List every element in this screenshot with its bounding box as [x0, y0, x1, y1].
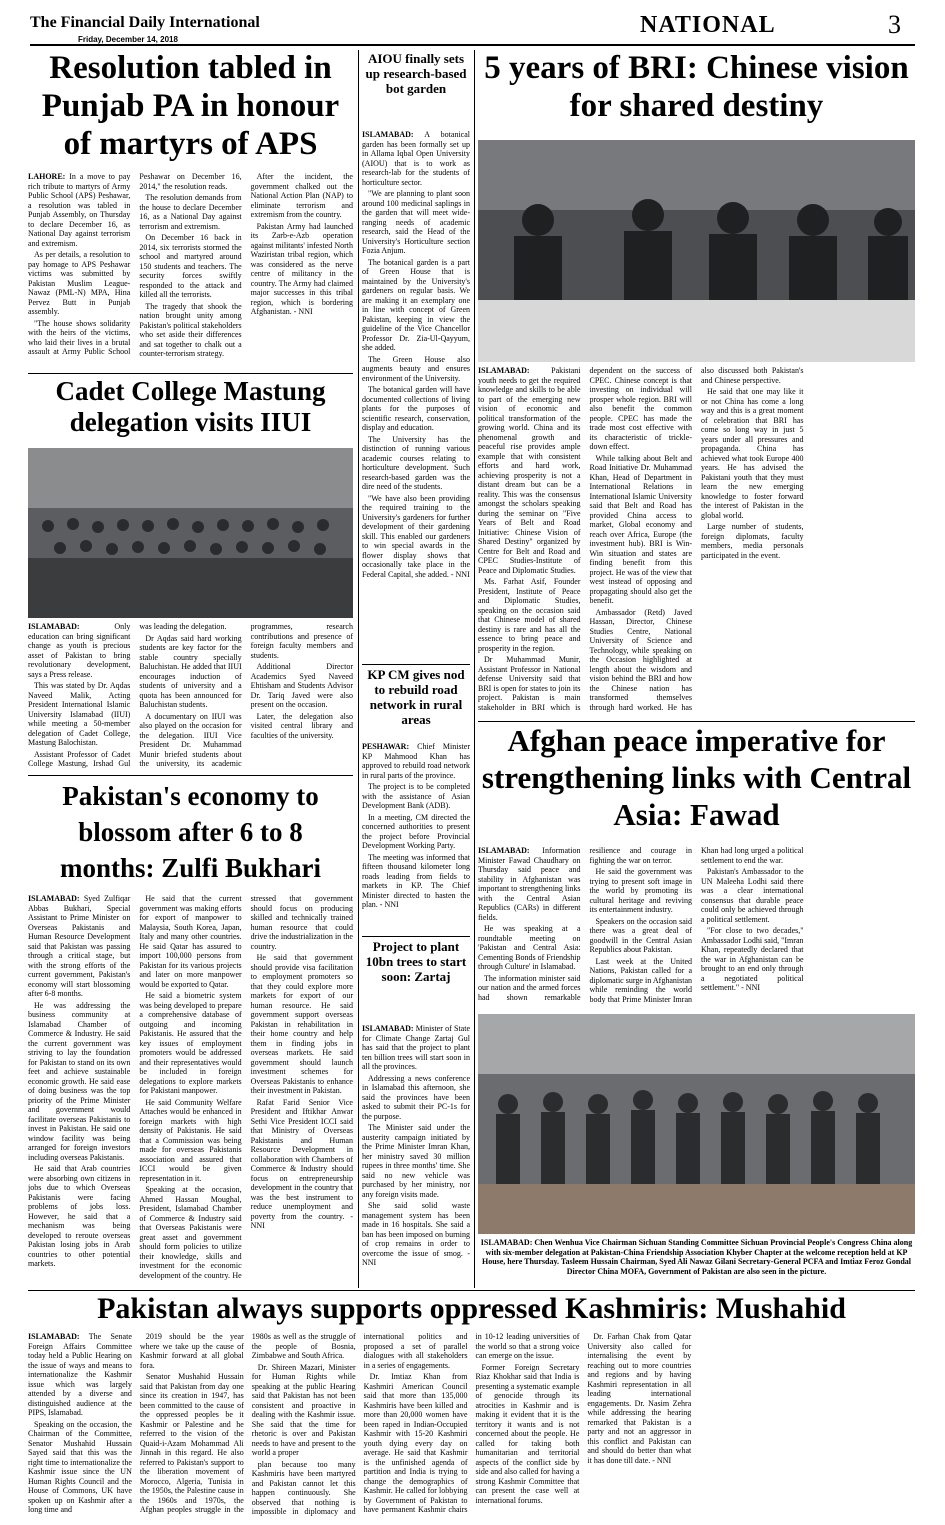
headline-afghan: Afghan peace imperative for strengthening links with Central Asia: Fawad — [481, 723, 912, 832]
section-title: NATIONAL — [640, 12, 776, 38]
article-bri-body: ISLAMABAD: Pakistani youth needs to get the required knowledge and skills to be able to part of the emerging new vision of economic and political transformation of the growing world. China and its phenomenal growth and peaceful rise provides ample example that with consistent efforts and hard work, achieving prosperity is not a distant dream but can be a reality. This was the consensus amongst the scholars speaking during the seminar on "Five Years of Belt and Road Initiative: Chinese Vision of Shared Destiny" organized by Centre for Belt and Road and CPEC Studies-Institute of Peace and Diplomatic Studies. Ms. Farhat Asif, Founder President, Institute of Peace and Diplomatic Studies, speaking on the occasion said that Chinese model of shared destiny is rare and has all the essence to bring peace and prosperity in the region. Dr Muhammad Munir, Assistant Professor in National defense University said that BRI is open for states to join its project. Pakistan is main stakeholder in BRI which is dependent on the success of CPEC. Chinese concept is that investing on individual will prosper whole region. BRI will also benefit the common people. CPEC has made the trade most cost effective with its characteristic of trickle-down effect. While talking about Belt and Road Initiative Dr. Muhammad Khan, Head of Department in International Relations in International Islamic University said that Belt and Road has provided China access to market, Global economy and reach over Africa, Europe (the investment hub). BRI is Win-Win situation and states are finding benefit from this project. He was of the view that west instead of opposing and propagating should also get the benefit. Ambassador (Retd) Javed Hassan, Director, Chinese Studies Centre, National University of Science and Technology, while speaking on the Occasion highlighted at length about the wisdom and vision behind the BRI and how the Chinese nation has transformed themselves through hard worked. He has also discussed both Pakistan's and Chinese perspective. He said that one may like it or not China has come a long way and this is a great moment of celebration that BRI has come so long way in just 5 years under all pressures and propaganda. China has achieved what took Europe 400 years. He has advised the Pakistani youth that they must learn the new emerging knowledge to foster forward the interest of Pakistan in the global world. Large number of students, foreign diplomats, faculty members, media personals participated in the event. — [478, 366, 804, 712]
article-trees-body: ISLAMABAD: Minister of State for Climate Change Zartaj Gul has said that the project to plant ten billion trees will start soon in all the provinces. Addressing a news conference in Islamabad this afternoon, she said the provinces have been asked to submit their PC-1s for the purpose. The Minister said under the austerity campaign initiated by the Prime Minister Imran Khan, her ministry saved 30 million rupees in three months' time. She said no new vehicle was purchased by her ministry, nor any foreign visits made. She said solid waste management system has been made in 16 hospitals. She said a ban has been imposed on burning of crop remains in order to overcome the issue of smog. - NNI — [362, 1024, 470, 1267]
photo-bri-seminar — [478, 140, 915, 362]
divider — [28, 1290, 915, 1291]
headline-cadet: Cadet College Mastung delegation visits IIUI — [55, 376, 326, 438]
headline-bri: 5 years of BRI: Chinese vision for shared destiny — [484, 50, 909, 124]
divider — [362, 664, 470, 665]
newspaper-name: The Financial Daily International — [30, 14, 260, 31]
divider — [362, 936, 470, 937]
divider — [28, 775, 353, 776]
article-kashmir-body: ISLAMABAD: The Senate Foreign Affairs Committee today held a Public Hearing on the issue of ways and means to internationalize the Kashmir issue which was largely attended by a diverse and distinguished audience at the PIPS, Islamabad. Speaking on the occasion, the Chairman of the Committee, Senator Mushahid Hussain Sayed said that this was the right time to internationalize the Kashmir issue since the UN Human Rights Council and the House of Commons, UK have spoken up on Kashmir after a long time and 2019 should be the year where we take up the cause of Kashmir forward at all global fora. Senator Mushahid Hussain said that Pakistan from day one since its creation in 1947, has been committed to the cause of the oppressed peoples be it Kashmir or Palestine and he referred to the vision of the Quaid-i-Azam Mohammad Ali Jinnah in this regard. He also referred to Pakistan's support to the liberation movement of Morocco, Algeria, Tunisia in the 1950s, the Palestine cause in the 1960s and 1970s, the Afghan peoples struggle in the 1980s as well as the struggle of the people of Bosnia, Zimbabwe and South Africa. Dr. Shireen Mazari, Minister for Human Rights while speaking at the public Hearing said that Pakistan has not been consistent and proactive in dealing with the Kashmir issue. She said that the time for rhetoric is over and Pakistan needs to have and present to the world a proper plan because too many Kashmiris have been martyred and Pakistan cannot let this happen continuously. She observed that nothing is impossible in diplomacy and international politics and proposed a set of parallel dialogues with all stakeholders in a series of engagements. Dr. Imtiaz Khan from Kashmiri American Council said that more than 135,000 Kashmiris have been killed and more than 20,000 women have been raped in Indian-Occupied Kashmir with 15-20 Kashmiri youth dying every day on average. He said that Kashmir is the unfinished agenda of partition and India is trying to change the demographics of Kashmir. He called for lobbying by Government of Pakistan to have permanent Kashmir chairs in 10-12 leading universities of the world so that a strong voice can emerge on the issue. Former Foreign Secretary Riaz Khokhar said that India is presenting a systematic example of genocide through its atrocities in Kashmir and is making it evident that it is the territory it wants and is not concerned about the people. He called for taking both humanitarian and territorial aspects of the conflict side by side and also called for having a strong Kashmir Committee that can present the case well at international forums. Dr. Farhan Chak from Qatar University also called for internalising the event by reaching out to more countries and regions and by having Kashmiri representation in all leading international engagements. Dr. Nasim Zehra while addressing the hearing remarked that Pakistan is a party and not an aggressor in this conflict and Pakistan can and should do better than what it has done till date. - NNI — [28, 1332, 692, 1516]
photo-china-delegation — [478, 1014, 915, 1234]
column-rule — [358, 50, 359, 1288]
article-aiou-body: ISLAMABAD: A botanical garden has been formally set up in Allama Iqbal Open University (AIOU) that is to work as research-lab for the students of horticulture sector. "We are planning to plant soon around 100 medicinal saplings in the garden that will meet wide-ranging needs of academic research, said the Head of the University's Horticulture section Fozia Anjum. The botanical garden is a part of Green House that is maintained by the University's gardeners on regular basis. We are making it an exemplary one in line with concept of Green Pakistan, keeping in view the guideline of the Vice Chancellor Professor Dr. Zia-Ul-Qayyum, she added. The Green House also augments beauty and ensures environment of the University. The botanical garden will have documented collections of living plants for the purposes of scientific research, conservation, display and education. The University has the distinction of running various academic courses relating to horticulture development. Such research-based garden was the dire need of the students. "We have also been providing the required training to the University's gardeners for further development of their gardening skill. This enabled our gardeners to win special awards in the flower display shows that occasionally take place in the Federal Capital, she added. - NNI — [362, 130, 470, 579]
masthead-rule — [30, 44, 915, 46]
headline-kpcm: KP CM gives nod to rebuild road network in rural areas — [367, 667, 465, 727]
headline-economy: Pakistan's economy to blossom after 6 to 8 months: Zulfi Bukhari — [59, 781, 322, 883]
photo-cadet-delegation — [28, 448, 353, 618]
article-cadet-body: ISLAMABAD: Only education can bring significant change as youth is precious asset of Pakistan to bring revolutionary development, says a Press release. This was stated by Dr. Aqdas Naveed Malik, Acting President International Islamic University Islamabad (IIUI) while meeting a 50-member delegation of Cadet College, Mastung Balochistan. Assistant Professor of Cadet College Mastung, Irshad Gul was leading the delegation. Dr Aqdas said hard working students are key factor for the stable country specially Baluchistan. He added that IIUI encourages induction of students of university and a quota has been announced for Baluchistan students. A documentary on IIUI was also played on the occasion for the delegation. IIUI Vice President Dr. Muhammad Munir briefed students about the university, its academic programmes, research contributions and presence of foreign faculty members and students. Additional Director Academics Syed Naveed Ehtisham and Students Advisor Dr. Tariq Javed were also present on the occasion. Later, the delegation also visited central library and faculties of the university. — [28, 622, 353, 768]
article-afghan-body: ISLAMABAD: Information Minister Fawad Chaudhary on Thursday said peace and stability in Afghanistan was important to strengthening links with the Central Asian Republics (CARs) in different fields. He was speaking at a roundtable meeting on 'Pakistan and Central Asia: Cementing Bonds of Friendship through Culture' in Islamabad. The information minister said our nation and the armed forces had shown remarkable resilience and courage in fighting the war on terror. He said the government was trying to present soft image in the world by promoting its cultural heritage and reviving its entertainment industry. Speakers on the occasion said there was a great deal of goodwill in the Central Asian Republics about Pakistan. Last week at the United Nations, Pakistan called for a diplomatic surge in Afghanistan while reminding the world body that Prime Minister Imran Khan had long urged a political settlement to end the war. Pakistan's Ambassador to the UN Maleeha Lodhi said there was a clear international consensus that durable peace could only be achieved through a political settlement. "For close to two decades," Ambassador Lodhi said, "Imran Khan, repeatedly declared that the war in Afghanistan can be brought to an end only through a negotiated political settlement." - NNI — [478, 846, 804, 1004]
headline-aiou: AIOU finally sets up research-based bot garden — [365, 51, 467, 96]
headline-kashmir: Pakistan always supports oppressed Kashmiris: Mushahid — [97, 1292, 846, 1325]
photo-caption: ISLAMABAD: Chen Wenhua Vice Chairman Sichuan Standing Committee Sichuan Provincial People's Congress China along with six-member delegation at Pakistan-China Friendship Association Khyber Chapter at the welcome reception held at KP House, here Thursday. Tasleem Hussain Chairman, Syed Ali Nawaz Gilani Secretary-General PCFA and Imtiaz Feroz Gondal Director China MOFA, Government of Pakistan are also seen in the picture. — [480, 1238, 913, 1276]
issue-date: Friday, December 14, 2018 — [78, 35, 178, 44]
article-economy-body: ISLAMABAD: Syed Zulfiqar Abbas Bukhari, Special Assistant to Prime Minister on Overseas Pakistanis and Human Resource Development said that Pakistan was passing through a critical stage, but with the strong efforts of the current government, Pakistan's economy will start blossoming after 6-8 months. He was addressing the business community at Islamabad Chamber of Commerce & Industry. He said the current government was striving to lay the foundation for Pakistan to stand on its own feet and achieve sustainable economic growth. He said ease of doing business was the top priority of the Prime Minister and government would facilitate overseas Pakistanis to invest in Pakistan. He said one window facility was being arranged for foreign investors including overseas Pakistanis. He said that Arab countries were absorbing own citizens in jobs due to which Overseas Pakistanis were facing problems of jobs loss. However, he said that a mechanism was being developed to reroute overseas Pakistan losing jobs in Arab countries to other potential markets. He said that the current government was making efforts for export of manpower to Malaysia, South Korea, Japan, Italy and many other countries. He said Qatar has assured to import 100,000 persons from Pakistan for its various projects and later on more manpower would be exported to Qatar. He said a biometric system was being developed to prepare a comprehensive database of outgoing and incoming Pakistanis. He assured that the key issues of employment promoters would be addressed and their representatives would be included in foreign delegations to explore markets for Pakistani manpower. He said Community Welfare Attaches would be enhanced in foreign markets with high density of Pakistanis. He said that a Commission was being made for overseas Pakistanis association and assured that ICCI would be given representation in it. Speaking at the occasion, Ahmed Hassan Moughal, President, Islamabad Chamber of Commerce & Industry said that Overseas Pakistanis were great asset and government should form policies to utilize their knowledge, skills and investment for the economic development of the country. He stressed that government should focus on producing skilled and technically trained human resource that could drive the industrialization in the country. He said that government should provide visa facilitation to employment promoters so that they could explore more markets for export of our human resource. He said government support overseas Pakistan in rehabilitation in their home country and help them in finding jobs in overseas markets. He said government should launch investment schemes for Overseas Pakistanis to enhance their investment in Pakistan. Rafat Farid Senior Vice President and Iftikhar Anwar Sethi Vice President ICCI said that Ministry of Overseas Pakistanis and Human Resource Development in collaboration with Chambers of Commerce & Industry should focus on entrepreneurship development in the country that was the best instrument to reduce unemployment and poverty from the country. - NNI — [28, 894, 353, 1280]
page-number: 3 — [888, 10, 901, 39]
article-punjab-body: LAHORE: In a move to pay rich tribute to martyrs of Army Public School (APS) Peshawar, a resolution was tabled in Punjab Assembly, on Thursday to declare December 16, as National Day against terrorism and extremism. As per details, a resolution to pay homage to APS Peshawar victims was submitted by Pakistan Muslim League-Nawaz (PML-N) MPA, Hina Pervez Butt in Punjab assembly. "The house shows solidarity with the heirs of the victims, who laid their lives in a brutal assault at Army Public School Peshawar on December 16, 2014," the resolution reads. The resolution demands from the house to declare December 16, as a National Day against terrorism and extremism. On December 16 back in 2014, six terrorists stormed the school and martyred around 150 students and teachers. The security forces swiftly responded to the attack and killed all the terrorists. The tragedy that shook the nation brought unity among Pakistan's political stakeholders who set aside their differences and sat together to chalk out a counter-terrorism strategy. After the incident, the government chalked out the National Action Plan (NAP) to eliminate terrorism and extremism from the country. Pakistan Army had launched its Zarb-e-Azb operation against militants' infested North Waziristan tribal region, which was considered as the nerve centre of militancy in the country. The Army had claimed major successes in this tribal region, which is bordering Afghanistan. - NNI — [28, 172, 353, 358]
headline-trees: Project to plant 10bn trees to start soon: Zartaj — [365, 939, 467, 984]
headline-punjab: Resolution tabled in Punjab PA in honour of martyrs of APS — [41, 50, 340, 162]
column-rule — [474, 50, 475, 1288]
article-kpcm-body: PESHAWAR: Chief Minister KP Mahmood Khan has approved to rebuild road network in rural parts of the province. The project is to be completed with the assistance of Asian Development Bank (ADB). In a meeting, CM directed the concerned authorities to present the project before Provincial Development Working Party. The meeting was informed that fifteen thousand kilometer long roads leading from fields to markets in KP. The Chief Minister directed to hasten the plan. - NNI — [362, 742, 470, 909]
divider — [28, 373, 353, 374]
